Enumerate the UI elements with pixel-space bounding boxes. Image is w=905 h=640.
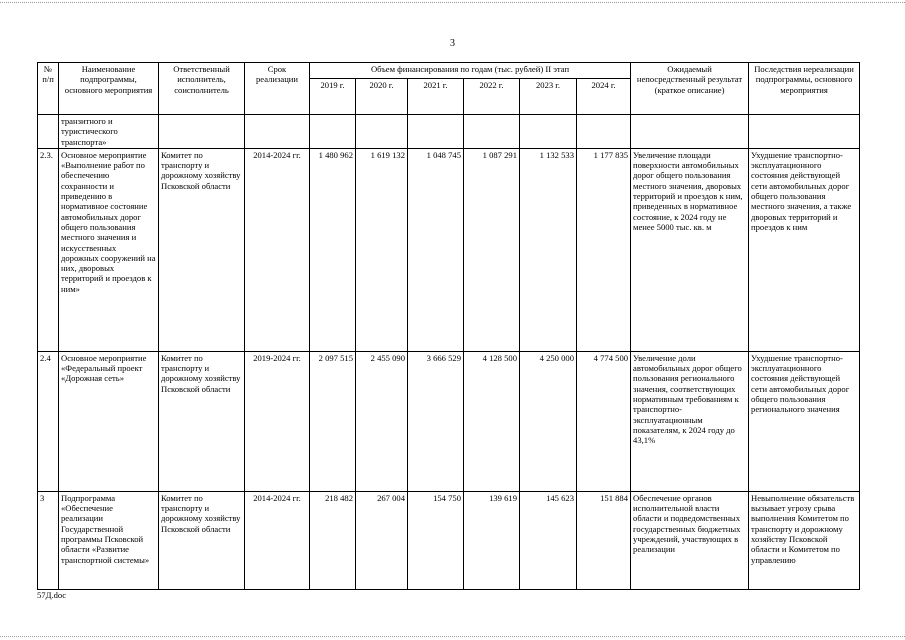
header-year: 2023 г. [520, 79, 577, 115]
scan-bottom-edge [0, 636, 905, 637]
row-value: 3 666 529 [408, 351, 464, 491]
header-result: Ожидаемый непосредственный результат (краткое описание) [631, 63, 749, 115]
scan-top-edge [0, 2, 905, 3]
row-period: 2014-2024 гг. [245, 491, 310, 589]
header-year: 2020 г. [356, 79, 408, 115]
header-financing: Объем финансирования по годам (тыс. рублей) II этап [310, 63, 631, 79]
row-num: 3 [38, 491, 59, 589]
header-executor: Ответственный исполнитель, соисполнитель [159, 63, 245, 115]
row-result: Увеличение доли автомобильных дорог общего пользования регионального значения, соответствующих нормативным требованиям к транспортно-эксплуатационным показателям, к 2024 году до 43,1% [631, 351, 749, 491]
row-value: 267 004 [356, 491, 408, 589]
header-year: 2021 г. [408, 79, 464, 115]
row-name: Основное мероприятие «Выполнение работ по обеспечению сохранности и приведению в нормативное состояние автомобильных дорог общего пользования местного значения и искусственных дорожных сооружений на них, дворовых территорий и проездов к ним» [59, 148, 159, 351]
row-executor: Комитет по транспорту и дорожному хозяйству Псковской области [159, 491, 245, 589]
row-executor: Комитет по транспорту и дорожному хозяйству Псковской области [159, 351, 245, 491]
header-consequence: Последствия нереализации подпрограммы, основного мероприятия [749, 63, 860, 115]
row-value: 1 177 835 [577, 148, 631, 351]
document-filename: 57Д.doc [37, 590, 67, 600]
row-value: 145 623 [520, 491, 577, 589]
row-name: Основное мероприятие «Федеральный проект «Дорожная сеть» [59, 351, 159, 491]
row-value: 151 884 [577, 491, 631, 589]
header-year: 2022 г. [464, 79, 520, 115]
row-consequence: Ухудшение транспортно-эксплуатационного состояния действующей сети автомобильных дорог общего пользования местного значения, а также дворовых территорий и проездов к ним [749, 148, 860, 351]
row-value: 1 132 533 [520, 148, 577, 351]
header-period: Срок реализации [245, 63, 310, 115]
header-year: 2019 г. [310, 79, 356, 115]
row-value: 1 480 962 [310, 148, 356, 351]
table-row [38, 148, 860, 351]
row-num: 2.4 [38, 351, 59, 491]
continuation-name: транзитного и туристического транспорта» [59, 115, 159, 149]
header-name: Наименование подпрограммы, основного мероприятия [59, 63, 159, 115]
table-row [38, 351, 860, 491]
row-period: 2019-2024 гг. [245, 351, 310, 491]
table-row-continuation [38, 115, 860, 149]
row-value: 4 128 500 [464, 351, 520, 491]
row-period: 2014-2024 гг. [245, 148, 310, 351]
row-consequence: Ухудшение транспортно-эксплуатационного состояния действующей сети автомобильных дорог общего пользования регионального значения [749, 351, 860, 491]
row-executor: Комитет по транспорту и дорожному хозяйству Псковской области [159, 148, 245, 351]
row-value: 2 455 090 [356, 351, 408, 491]
row-value: 154 750 [408, 491, 464, 589]
row-value: 4 250 000 [520, 351, 577, 491]
row-value: 2 097 515 [310, 351, 356, 491]
page-number: 3 [450, 38, 455, 49]
row-value: 218 482 [310, 491, 356, 589]
row-value: 4 774 500 [577, 351, 631, 491]
header-year: 2024 г. [577, 79, 631, 115]
table-row [38, 491, 860, 589]
row-value: 1 087 291 [464, 148, 520, 351]
row-result: Увеличение площади поверхности автомобильных дорог общего пользования местного значения, дворовых территорий и проездов к ним, приведенных в нормативное состояние, к 2024 году не менее 5000 тыс. кв. м [631, 148, 749, 351]
row-value: 1 619 132 [356, 148, 408, 351]
row-num: 2.3. [38, 148, 59, 351]
row-consequence: Невыполнение обязательств вызывает угрозу срыва выполнения Комитетом по транспорту и дорожному хозяйству Псковской области и Комитетом по управлению [749, 491, 860, 589]
row-value: 1 048 745 [408, 148, 464, 351]
table-header-row [38, 63, 860, 79]
header-num: № п/п [38, 63, 59, 115]
row-value: 139 619 [464, 491, 520, 589]
row-name: Подпрограмма «Обеспечение реализации Государственной программы Псковской области «Развитие транспортной системы» [59, 491, 159, 589]
financing-table [37, 62, 860, 590]
row-result: Обеспечение органов исполнительной власти области и подведомственных государственных бюджетных учреждений, участвующих в реализации [631, 491, 749, 589]
